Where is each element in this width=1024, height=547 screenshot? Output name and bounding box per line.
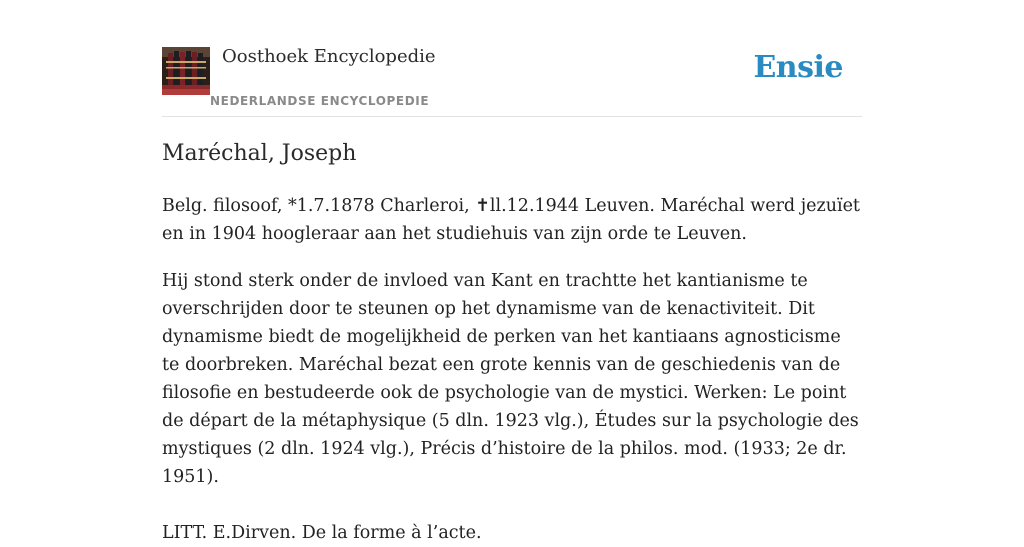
site-name[interactable]: Oosthoek Encyclopedie	[222, 46, 436, 67]
article-title: Maréchal, Joseph	[162, 141, 357, 166]
encyclopedia-avatar[interactable]	[162, 47, 210, 95]
article-paragraph-1: Belg. filosoof, *1.7.1878 Charleroi, ✝ll.12.1944 Leuven. Maréchal werd jezuïet en in 1904 hoogleraar aan het studiehuis van zijn orde te Leuven.	[162, 196, 860, 244]
encyclopedia-books-icon	[162, 47, 210, 95]
site-header	[162, 0, 862, 117]
site-subtitle: NEDERLANDSE ENCYCLOPEDIE	[210, 94, 430, 108]
article-paragraph-literature: LITT. E.Dirven. De la forme à l’acte.	[162, 523, 482, 543]
article-paragraph-2: Hij stond sterk onder de invloed van Kant en trachtte het kantianisme te overschrijden door te steunen op het dynamisme van de kenactiviteit. Dit dynamisme biedt de mogelijkheid de perken van het kantiaans agnosticisme te doorbreken. Maréchal bezat een grote kennis van de geschiedenis van de filosofie en bestudeerde ook de psychologie van de mystici. Werken: Le point de départ de la métaphysique (5 dln. 1923 vlg.), Études sur la psychologie des mystiques (2 dln. 1924 vlg.), Précis d’histoire de la philos. mod. (1933; 2e dr. 1951).	[162, 271, 859, 487]
article	[162, 138, 862, 547]
ensie-logo-link[interactable]: Ensie	[753, 50, 843, 85]
